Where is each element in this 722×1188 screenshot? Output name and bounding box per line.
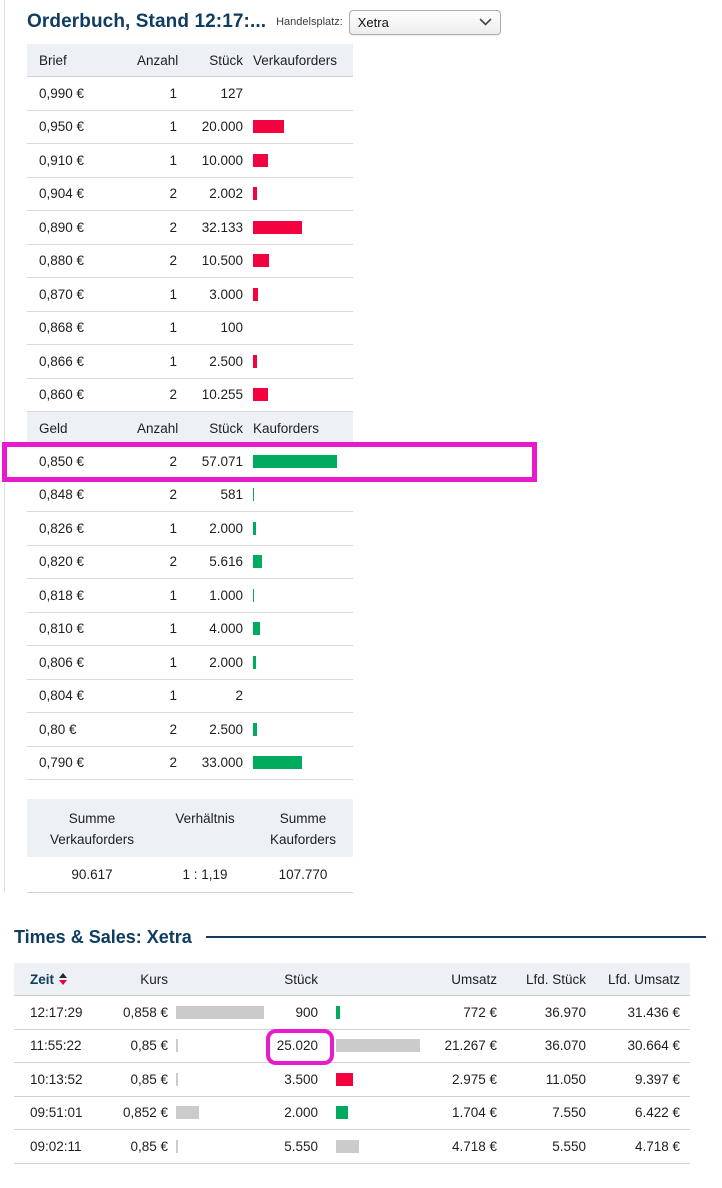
times-sales-header (14, 923, 706, 951)
ask-size-cell: 32.133 (201, 219, 243, 235)
bid-price-cell: 0,790 € (39, 755, 85, 771)
summary-ask-header: Summe Verkauforders (49, 811, 135, 847)
ask-count-header: Anzahl (137, 52, 179, 68)
trade-turnover-cell: 772 € (463, 1004, 497, 1020)
bid-count-cell: 1 (169, 654, 177, 670)
bid-volume-bar (253, 656, 256, 669)
venue-select[interactable] (349, 10, 501, 35)
ask-size-cell: 3.000 (209, 286, 243, 302)
trade-row[interactable] (14, 1030, 690, 1064)
trade-size-cell: 3.500 (284, 1071, 318, 1087)
trade-volume-bar (336, 1073, 353, 1086)
bid-table-row[interactable] (27, 512, 353, 546)
bid-size-cell: 2 (235, 688, 243, 704)
trade-row[interactable] (14, 1130, 690, 1164)
venue-label: Handelsplatz: (276, 16, 343, 28)
trade-time-cell: 09:51:01 (30, 1105, 83, 1121)
bid-header-row (27, 412, 353, 445)
trade-turnover-cell: 21.267 € (444, 1038, 497, 1054)
ask-orders-header: Verkauforders (253, 52, 338, 68)
ask-price-cell: 0,950 € (39, 119, 85, 135)
ask-table-row[interactable] (27, 211, 353, 245)
trade-volume-bar (336, 1140, 359, 1153)
ask-count-cell: 2 (169, 387, 177, 403)
orderbook-section (4, 0, 698, 893)
ask-price-cell: 0,880 € (39, 253, 85, 269)
bid-size-cell: 2.500 (209, 721, 243, 737)
bid-price-cell: 0,848 € (39, 487, 85, 503)
bid-table-row[interactable] (27, 646, 353, 680)
ask-price-cell: 0,870 € (39, 286, 85, 302)
summary-ratio-value: 1 : 1,19 (182, 867, 228, 882)
bid-volume-bar (253, 455, 337, 468)
ask-table-row[interactable] (27, 178, 353, 212)
bid-count-cell: 1 (169, 520, 177, 536)
trade-size-cell: 2.000 (284, 1105, 318, 1121)
ask-size-cell: 10.255 (201, 387, 243, 403)
ask-size-cell: 2.002 (209, 186, 243, 202)
bid-size-cell: 1.000 (209, 587, 243, 603)
title-rule (206, 936, 706, 938)
ask-size-cell: 127 (220, 85, 243, 101)
bid-price-cell: 0,80 € (39, 721, 77, 737)
cum-turnover-header: Lfd. Umsatz (607, 971, 680, 987)
bid-count-cell: 2 (169, 554, 177, 570)
ask-volume-bar (253, 154, 268, 167)
trade-price-cell: 0,852 € (122, 1105, 168, 1121)
cum-size-header: Lfd. Stück (525, 971, 586, 987)
bid-volume-bar (253, 756, 302, 769)
bid-table-row[interactable] (27, 479, 353, 513)
bid-count-header: Anzahl (137, 420, 179, 436)
ask-price-cell: 0,990 € (39, 85, 85, 101)
cum-size-cell: 5.550 (552, 1138, 586, 1154)
ask-rows (27, 77, 353, 412)
bid-table-row[interactable] (27, 546, 353, 580)
ask-size-cell: 10.000 (201, 152, 243, 168)
bid-count-cell: 1 (169, 621, 177, 637)
ask-table-row[interactable] (27, 245, 353, 279)
ask-volume-bar (253, 120, 284, 133)
orderbook-title: Orderbuch, Stand 12:17:... (27, 11, 267, 32)
ask-count-cell: 1 (169, 85, 177, 101)
bid-size-cell: 57.071 (201, 453, 243, 469)
orderbook-table (27, 44, 353, 780)
trade-turnover-cell: 4.718 € (451, 1138, 497, 1154)
ask-table-row[interactable] (27, 312, 353, 346)
bid-volume-bar (253, 522, 256, 535)
bid-count-cell: 1 (169, 688, 177, 704)
summary-ratio-header: Verhältnis (175, 811, 235, 826)
ask-size-cell: 100 (220, 320, 243, 336)
orderbook-summary (27, 799, 353, 893)
bid-size-cell: 2.000 (209, 520, 243, 536)
size-header: Stück (284, 971, 318, 987)
ask-count-cell: 1 (169, 353, 177, 369)
bid-price-cell: 0,806 € (39, 654, 85, 670)
cum-size-cell: 11.050 (545, 1071, 586, 1087)
ask-size-cell: 10.500 (201, 253, 243, 269)
cum-turnover-cell: 30.664 € (627, 1038, 680, 1054)
ask-table-row[interactable] (27, 77, 353, 111)
ask-volume-bar (253, 288, 258, 301)
trade-size-cell: 25.020 (276, 1038, 318, 1054)
bid-table-row[interactable] (27, 680, 353, 714)
price-level-bar (176, 1006, 264, 1019)
trade-size-cell: 900 (295, 1004, 318, 1020)
bid-table-row[interactable] (27, 579, 353, 613)
bid-volume-bar (253, 555, 262, 568)
sort-icon[interactable] (59, 973, 67, 985)
trade-turnover-cell: 1.704 € (451, 1105, 497, 1121)
ask-price-cell: 0,860 € (39, 387, 85, 403)
ask-table-row[interactable] (27, 278, 353, 312)
bid-volume-bar (253, 723, 257, 736)
bid-price-header: Geld (39, 420, 68, 436)
ask-count-cell: 1 (169, 320, 177, 336)
trade-size-cell: 5.550 (284, 1138, 318, 1154)
ask-count-cell: 2 (169, 219, 177, 235)
trade-time-cell: 12:17:29 (30, 1004, 83, 1020)
ask-price-cell: 0,868 € (39, 320, 85, 336)
orderbook-header (27, 6, 698, 38)
bid-volume-bar (253, 488, 254, 501)
ask-count-cell: 2 (169, 186, 177, 202)
ask-price-cell: 0,890 € (39, 219, 85, 235)
summary-ask-total: 90.617 (71, 867, 113, 882)
bid-size-cell: 33.000 (201, 755, 243, 771)
bid-count-cell: 2 (169, 487, 177, 503)
venue-select-value: Xetra (357, 14, 389, 30)
ask-price-header: Brief (39, 52, 67, 68)
bid-count-cell: 2 (169, 721, 177, 737)
ask-table-row[interactable] (27, 379, 353, 413)
cum-size-cell: 7.550 (552, 1105, 586, 1121)
bid-table-row[interactable] (27, 713, 353, 747)
ask-volume-bar (253, 221, 302, 234)
bid-size-cell: 5.616 (209, 554, 243, 570)
price-header: Kurs (140, 971, 168, 987)
turnover-header: Umsatz (451, 971, 497, 987)
chevron-down-icon (479, 18, 492, 27)
ask-volume-bar (253, 355, 257, 368)
ask-price-cell: 0,904 € (39, 186, 85, 202)
bid-count-cell: 2 (169, 453, 177, 469)
bid-price-cell: 0,810 € (39, 621, 85, 637)
trade-price-cell: 0,858 € (122, 1004, 168, 1020)
trade-time-cell: 11:55:22 (30, 1038, 82, 1054)
bid-volume-bar (253, 622, 260, 635)
summary-bid-total: 107.770 (278, 867, 328, 882)
trade-time-cell: 10:13:52 (30, 1071, 83, 1087)
trade-volume-bar (336, 1039, 420, 1052)
price-level-bar (176, 1073, 178, 1086)
ask-count-cell: 1 (169, 286, 177, 302)
bid-volume-bar (253, 589, 254, 602)
ask-table-row[interactable] (27, 345, 353, 379)
price-level-bar (176, 1039, 178, 1052)
trade-row[interactable] (14, 996, 690, 1030)
trade-volume-bar (336, 1006, 340, 1019)
ask-count-cell: 2 (169, 253, 177, 269)
bid-price-cell: 0,804 € (39, 688, 85, 704)
times-sales-header-row (14, 963, 690, 996)
times-sales-section (14, 923, 706, 1164)
cum-turnover-cell: 6.422 € (634, 1105, 680, 1121)
summary-bid-header: Summe Kauforders (269, 811, 337, 847)
bid-count-cell: 2 (169, 755, 177, 771)
trade-row[interactable] (14, 1097, 690, 1131)
ask-table-row[interactable] (27, 144, 353, 178)
bid-orders-header: Kauforders (253, 420, 320, 436)
ask-table-row[interactable] (27, 111, 353, 145)
ask-volume-bar (253, 254, 269, 267)
bid-size-header: Stück (209, 420, 243, 436)
ask-volume-bar (253, 388, 268, 401)
ask-count-cell: 1 (169, 119, 177, 135)
trade-turnover-cell: 2.975 € (451, 1071, 497, 1087)
trade-price-cell: 0,85 € (130, 1138, 168, 1154)
venue-picker (276, 10, 501, 35)
bid-table-row[interactable] (27, 445, 353, 479)
trade-price-cell: 0,85 € (130, 1071, 168, 1087)
bid-size-cell: 4.000 (209, 621, 243, 637)
ask-size-cell: 20.000 (201, 119, 243, 135)
ask-price-cell: 0,866 € (39, 353, 85, 369)
trade-time-cell: 09:02:11 (30, 1138, 82, 1154)
ask-size-header: Stück (209, 52, 243, 68)
bid-price-cell: 0,850 € (39, 453, 85, 469)
bid-price-cell: 0,826 € (39, 520, 85, 536)
ask-count-cell: 1 (169, 152, 177, 168)
cum-turnover-cell: 31.436 € (627, 1004, 680, 1020)
bid-rows (27, 445, 353, 780)
bid-table-row[interactable] (27, 747, 353, 781)
ask-header-row (27, 44, 353, 77)
cum-turnover-cell: 4.718 € (634, 1138, 680, 1154)
trade-price-cell: 0,85 € (130, 1038, 168, 1054)
sort-by-time-header[interactable]: Zeit (14, 972, 114, 987)
bid-table-row[interactable] (27, 613, 353, 647)
trade-row[interactable] (14, 1063, 690, 1097)
ask-price-cell: 0,910 € (39, 152, 85, 168)
bid-count-cell: 1 (169, 587, 177, 603)
price-level-bar (176, 1106, 199, 1119)
bid-size-cell: 2.000 (209, 654, 243, 670)
cum-turnover-cell: 9.397 € (634, 1071, 680, 1087)
price-level-bar (176, 1140, 178, 1153)
trade-volume-bar (336, 1106, 348, 1119)
times-sales-table (14, 963, 690, 1164)
summary-values-row (27, 857, 353, 893)
times-sales-title: Times & Sales: Xetra (14, 926, 192, 947)
cum-size-cell: 36.070 (544, 1038, 586, 1054)
bid-size-cell: 581 (220, 487, 243, 503)
bid-price-cell: 0,820 € (39, 554, 85, 570)
bid-price-cell: 0,818 € (39, 587, 85, 603)
times-sales-rows (14, 996, 690, 1164)
cum-size-cell: 36.970 (544, 1004, 586, 1020)
summary-header-row (27, 799, 353, 857)
ask-volume-bar (253, 187, 257, 200)
ask-size-cell: 2.500 (209, 353, 243, 369)
